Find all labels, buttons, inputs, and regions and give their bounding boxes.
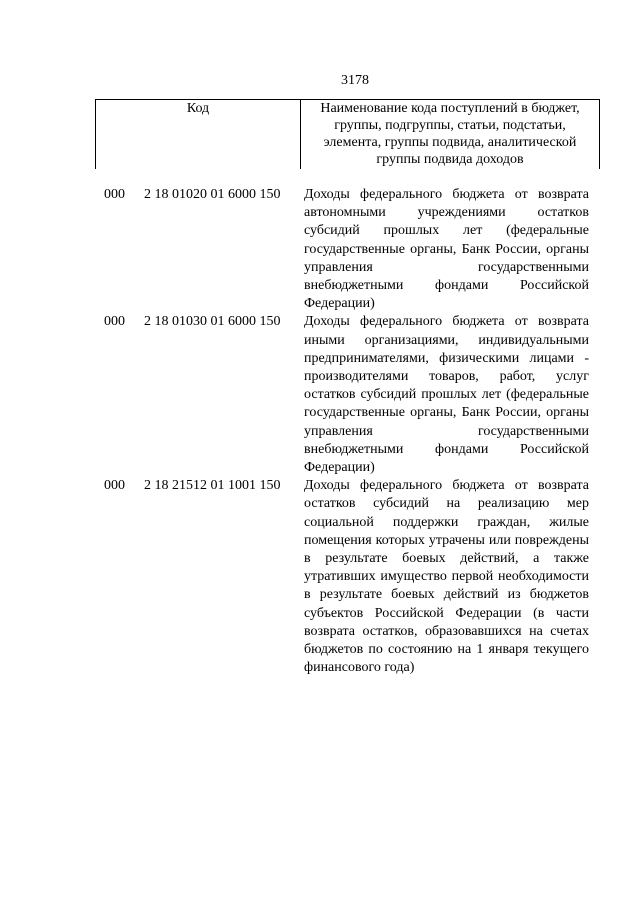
code-list bbox=[0, 186, 640, 677]
row-description: Доходы федерального бюджета от возврата иными организациями, индивидуальными предпринимателями, физическими лицами - производителями товаров, работ, услуг остатков субсидий прошлых лет (федеральные государственные органы, Банк России, органы управления государственными внебюджетными фондами Российской Федерации) bbox=[304, 314, 589, 476]
table-row bbox=[0, 313, 640, 477]
page-number: 3178 bbox=[341, 73, 369, 88]
row-description: Доходы федерального бюджета от возврата автономными учреждениями остатков субсидий прошлых лет (федеральные государственные органы, Банк России, органы управления государственными внебюджетными фондами Российской Федерации) bbox=[304, 187, 589, 312]
row-revenue-code: 2 18 21512 01 1001 150 bbox=[144, 478, 281, 494]
row-admin-code: 000 bbox=[104, 187, 125, 202]
row-revenue-code: 2 18 01030 01 6000 150 bbox=[144, 314, 281, 330]
table-row bbox=[0, 186, 640, 313]
header-code-column bbox=[96, 100, 301, 169]
table-row bbox=[0, 477, 640, 677]
header-code-label: Код bbox=[186, 101, 210, 116]
row-description: Доходы федерального бюджета от возврата остатков субсидий на реализацию мер социальной поддержки граждан, жилые помещения которых утрачены или повреждены в результате боевых действий, а также утративших имущество первой необходимости в результате боевых действий из бюджетов субъектов Российской Федерации (в части возврата остатков, образовавшихся на счетах бюджетов по состоянию на 1 января текущего финансового года) bbox=[304, 478, 589, 676]
header-name-label: Наименование кода поступлений в бюджет, группы, подгруппы, статьи, подстатьи, элемента, группы подвида, аналитической группы подвида доходов bbox=[320, 101, 580, 167]
row-admin-code: 000 bbox=[104, 478, 125, 494]
table-header bbox=[95, 99, 600, 169]
row-admin-code: 000 bbox=[104, 314, 125, 330]
row-revenue-code: 2 18 01020 01 6000 150 bbox=[144, 187, 281, 202]
